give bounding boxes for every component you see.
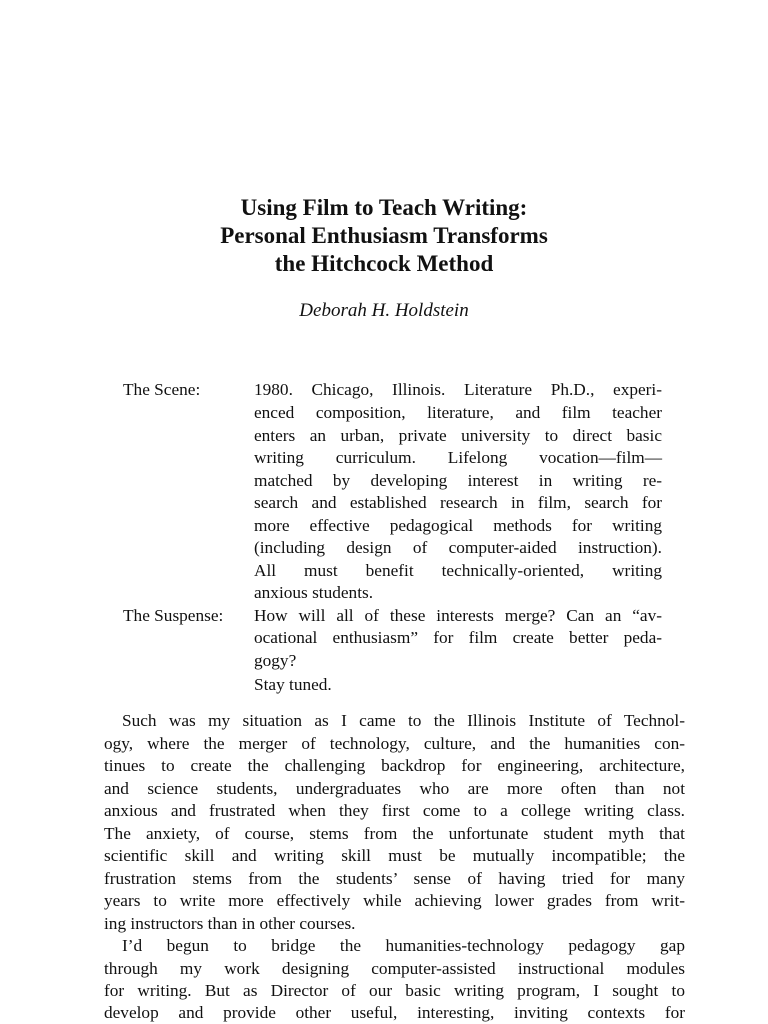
scene-line: writing curriculum. Lifelong vocation—film— bbox=[254, 448, 662, 467]
body-line: I’d begun to bridge the humanities-technology pedagogy gap bbox=[122, 936, 685, 955]
author-name: Deborah H. Holdstein bbox=[299, 300, 469, 321]
body-line: tinues to create the challenging backdrop for engineering, architecture, bbox=[104, 756, 685, 775]
body-line: through my work designing computer-assisted instructional modules bbox=[104, 959, 685, 978]
body-line: ogy, where the merger of technology, culture, and the humanities con- bbox=[104, 734, 685, 753]
scene-line: search and established research in film, search for bbox=[254, 493, 662, 512]
body-line: for writing. But as Director of our basic writing program, I sought to bbox=[104, 981, 685, 1000]
suspense-line: ocational enthusiasm” for film create better peda- bbox=[254, 628, 662, 647]
body-line: Such was my situation as I came to the Illinois Institute of Technol- bbox=[122, 711, 685, 730]
body-line: The anxiety, of course, stems from the unfortunate student myth that bbox=[104, 824, 685, 843]
suspense-line: How will all of these interests merge? Can an “av- bbox=[254, 606, 662, 625]
body-line: develop and provide other useful, interesting, inviting contexts for bbox=[104, 1003, 685, 1022]
scene-line: All must benefit technically-oriented, writing bbox=[254, 561, 662, 580]
scene-label: The Scene: bbox=[123, 380, 201, 399]
body-line: and science students, undergraduates who are more often than not bbox=[104, 779, 685, 798]
body-line: frustration stems from the students’ sense of having tried for many bbox=[104, 869, 685, 888]
title-line-2: Personal Enthusiasm Transforms bbox=[220, 223, 548, 248]
suspense-line: gogy? bbox=[254, 651, 297, 670]
suspense-label: The Suspense: bbox=[123, 606, 224, 625]
scene-line: 1980. Chicago, Illinois. Literature Ph.D., experi- bbox=[254, 380, 662, 399]
scene-line: more effective pedagogical methods for writing bbox=[254, 516, 662, 535]
body-line: ing instructors than in other courses. bbox=[104, 914, 356, 933]
scene-line: matched by developing interest in writing re- bbox=[254, 471, 662, 490]
scene-line: (including design of computer-aided instruction). bbox=[254, 538, 662, 557]
scene-line: anxious students. bbox=[254, 583, 374, 602]
suspense-line: Stay tuned. bbox=[254, 675, 332, 694]
title-line-1: Using Film to Teach Writing: bbox=[240, 195, 528, 220]
scene-line: enced composition, literature, and film teacher bbox=[254, 403, 662, 422]
body-line: scientific skill and writing skill must be mutually incompatible; the bbox=[104, 846, 685, 865]
body-line: anxious and frustrated when they first come to a college writing class. bbox=[104, 801, 685, 820]
body-line: years to write more effectively while achieving lower grades from writ- bbox=[104, 891, 685, 910]
scene-line: enters an urban, private university to direct basic bbox=[254, 426, 662, 445]
title-line-3: the Hitchcock Method bbox=[274, 251, 494, 276]
